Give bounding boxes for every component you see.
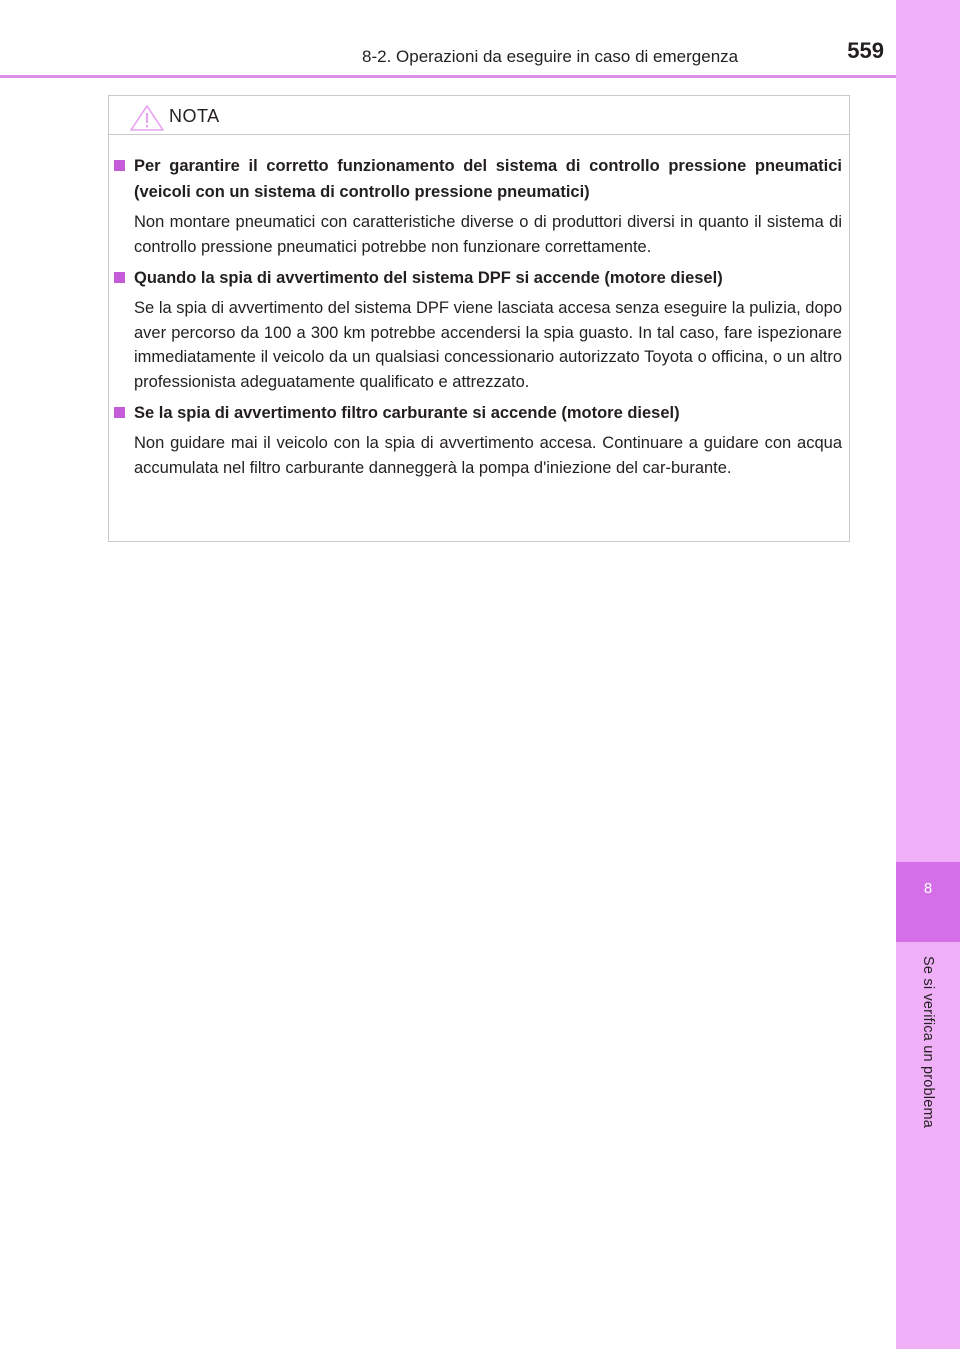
- note-box: [108, 95, 850, 542]
- note-item-heading: [114, 400, 842, 426]
- square-bullet-icon: [114, 160, 125, 171]
- section-title: 8-2. Operazioni da eseguire in caso di emergenza: [362, 47, 739, 66]
- chapter-number-box: [896, 862, 960, 942]
- note-body: [114, 153, 842, 486]
- note-item: [114, 400, 842, 480]
- note-item-heading-text: Quando la spia di avvertimento del sistema DPF si accende (motore diesel): [134, 269, 723, 287]
- chapter-side-tab: [896, 0, 960, 1349]
- note-item-heading-text: Per garantire il corretto funzionamento del sistema di controllo pressione pneumatici (veicoli con un sistema di controllo pressione pneumatici): [134, 157, 842, 201]
- header-divider: [0, 75, 896, 78]
- note-item-text: Non montare pneumatici con caratteristiche diverse o di produttori diversi in quanto il sistema di controllo pressione pneumatici potrebbe non funzionare correttamente.: [134, 213, 842, 256]
- page-number: 559: [847, 38, 884, 63]
- square-bullet-icon: [114, 272, 125, 283]
- note-header: [109, 96, 849, 135]
- warning-triangle-icon: [129, 104, 165, 132]
- square-bullet-icon: [114, 407, 125, 418]
- note-item-heading: [114, 265, 842, 291]
- note-item: [114, 153, 842, 259]
- chapter-number: 8: [923, 880, 933, 897]
- chapter-title: Se si verifica un problema: [920, 956, 936, 1129]
- note-item: [114, 265, 842, 394]
- note-label: NOTA: [169, 106, 220, 126]
- note-item-heading: [114, 153, 842, 205]
- note-item-text: Se la spia di avvertimento del sistema DPF viene lasciata accesa senza eseguire la pulizia, dopo aver percorso da 100 a 300 km potrebbe accendersi la spia guasto. In tal caso, fare ispezionare immediatamente il veicolo da un qualsiasi concessionario autorizzato Toyota o officina, o un altro professionista adeguatamente qualificato e attrezzato.: [134, 299, 842, 391]
- note-item-text: Non guidare mai il veicolo con la spia di avvertimento accesa. Continuare a guidare con acqua accumulata nel filtro carburante danneggerà la pompa d'iniezione del car-burante.: [134, 434, 842, 477]
- note-item-heading-text: Se la spia di avvertimento filtro carburante si accende (motore diesel): [134, 404, 680, 422]
